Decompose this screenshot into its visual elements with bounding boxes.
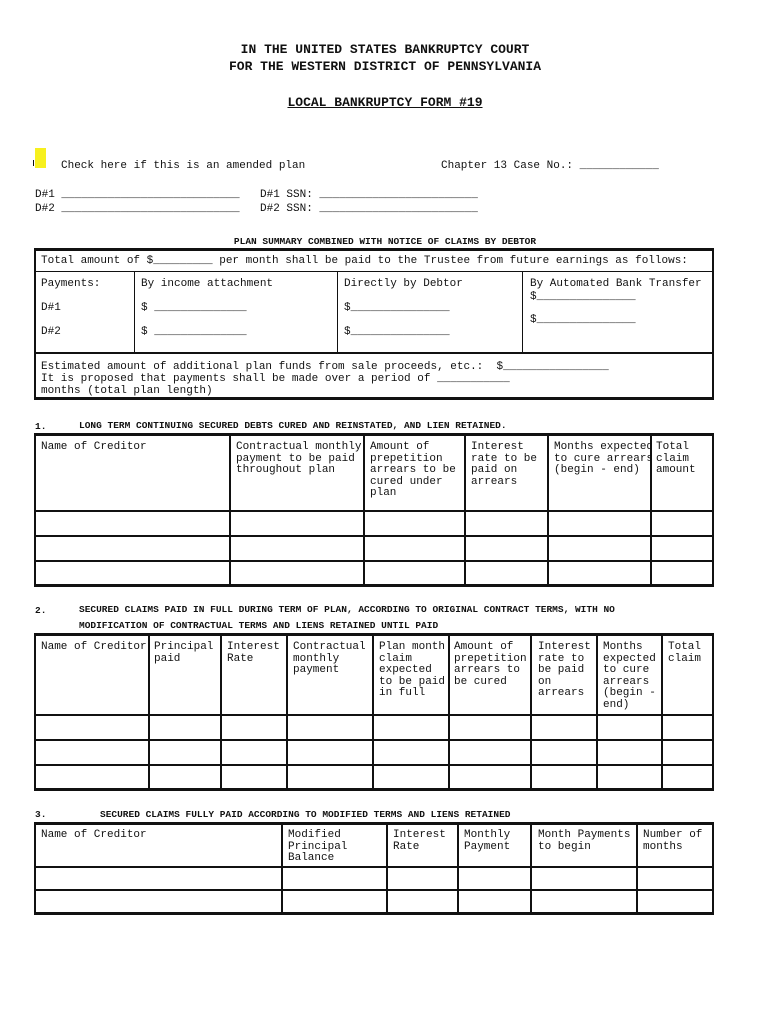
- s2-col-arrears: Amount of prepetition arrears to be cured: [454, 641, 527, 688]
- section2-heading-line1: SECURED CLAIMS PAID IN FULL DURING TERM OF PLAN, ACCORDING TO ORIGINAL CONTRACT TERMS, WITH NO: [79, 604, 615, 615]
- form-title: LOCAL BANKRUPTCY FORM #19: [287, 95, 483, 110]
- divider: [337, 272, 338, 352]
- divider: [522, 272, 523, 352]
- court-name-line1: IN THE UNITED STATES BANKRUPTCY COURT: [240, 42, 530, 57]
- plan-summary-heading: PLAN SUMMARY COMBINED WITH NOTICE OF CLAIMS BY DEBTOR: [233, 236, 537, 247]
- s2-col-contractual: Contractual monthly payment: [293, 641, 366, 677]
- divider: [36, 271, 712, 272]
- s1-col-creditor: Name of Creditor: [41, 441, 147, 453]
- section2-heading-line2: MODIFICATION OF CONTRACTUAL TERMS AND LIENS RETAINED UNTIL PAID: [79, 620, 439, 631]
- s2-col-total: Total claim: [668, 641, 702, 665]
- section1-number: 1.: [35, 421, 47, 432]
- row-divider: [36, 764, 712, 766]
- income-attachment-header: By income attachment: [141, 278, 274, 290]
- s1-col-interest: Interest rate to be paid on arrears: [471, 441, 538, 488]
- s3-col-creditor: Name of Creditor: [41, 829, 147, 841]
- divider: [134, 272, 135, 352]
- debtor1-name-field[interactable]: D#1 ___________________________: [35, 189, 240, 201]
- s2-col-plan-month: Plan month claim expected to be paid in full: [379, 641, 446, 700]
- row-divider: [36, 866, 712, 868]
- column-divider: [286, 636, 288, 788]
- section3-number: 3.: [35, 809, 47, 820]
- debtor1-ssn-field[interactable]: D#1 SSN: ________________________: [260, 189, 478, 201]
- column-divider: [661, 636, 663, 788]
- payments-label: Payments:: [41, 278, 101, 290]
- row-divider: [36, 714, 712, 716]
- column-divider: [281, 825, 283, 912]
- row-divider: [36, 889, 712, 891]
- column-divider: [636, 825, 638, 912]
- s3-col-principal-balance: Modified Principal Balance: [288, 829, 348, 865]
- estimated-funds-field[interactable]: Estimated amount of additional plan funds from sale proceeds, etc.: $________________: [41, 361, 609, 373]
- s1-col-monthly-payment: Contractual monthly payment to be paid throughout plan: [236, 441, 362, 477]
- row-divider: [36, 739, 712, 741]
- column-divider: [148, 636, 150, 788]
- debtor2-name-field[interactable]: D#2 ___________________________: [35, 203, 240, 215]
- s3-col-interest-rate: Interest Rate: [393, 829, 446, 853]
- column-divider: [448, 636, 450, 788]
- column-divider: [547, 436, 549, 584]
- column-divider: [596, 636, 598, 788]
- s2-col-creditor: Name of Creditor: [41, 641, 147, 653]
- bank-transfer-d1-field[interactable]: $_______________: [530, 291, 636, 303]
- s2-col-months: Months expected to cure arrears (begin - end): [603, 641, 656, 711]
- d2-label: D#2: [41, 326, 61, 338]
- s3-col-month-begin: Month Payments to begin: [538, 829, 631, 853]
- direct-debtor-header: Directly by Debtor: [344, 278, 463, 290]
- bank-transfer-d2-field[interactable]: $_______________: [530, 314, 636, 326]
- d1-label: D#1: [41, 302, 61, 314]
- column-divider: [464, 436, 466, 584]
- row-divider: [36, 535, 712, 537]
- amended-checkbox[interactable]: [33, 160, 38, 166]
- column-divider: [530, 636, 532, 788]
- income-d2-field[interactable]: $ ______________: [141, 326, 247, 338]
- column-divider: [530, 825, 532, 912]
- column-divider: [220, 636, 222, 788]
- bank-transfer-header: By Automated Bank Transfer: [530, 278, 702, 290]
- debtor2-ssn-field[interactable]: D#2 SSN: ________________________: [260, 203, 478, 215]
- section2-number: 2.: [35, 605, 47, 616]
- income-d1-field[interactable]: $ ______________: [141, 302, 247, 314]
- plan-length-label: months (total plan length): [41, 385, 213, 397]
- column-divider: [457, 825, 459, 912]
- section3-heading: SECURED CLAIMS FULLY PAID ACCORDING TO MODIFIED TERMS AND LIENS RETAINED: [100, 809, 511, 820]
- s1-col-months: Months expected to cure arrears (begin - end): [554, 441, 654, 477]
- column-divider: [229, 436, 231, 584]
- plan-period-field[interactable]: It is proposed that payments shall be made over a period of ___________: [41, 373, 510, 385]
- section1-heading: LONG TERM CONTINUING SECURED DEBTS CURED AND REINSTATED, AND LIEN RETAINED.: [79, 420, 507, 431]
- row-divider: [36, 560, 712, 562]
- direct-d1-field[interactable]: $_______________: [344, 302, 450, 314]
- s1-col-arrears: Amount of prepetition arrears to be cured under plan: [370, 441, 456, 500]
- s2-col-principal: Principal paid: [154, 641, 214, 665]
- s1-col-total: Total claim amount: [656, 441, 696, 477]
- s2-col-interest-rate: Interest Rate: [227, 641, 280, 665]
- row-divider: [36, 510, 712, 512]
- direct-d2-field[interactable]: $_______________: [344, 326, 450, 338]
- s3-col-monthly-payment: Monthly Payment: [464, 829, 511, 853]
- s2-col-arrears-interest: Interest rate to be paid on arrears: [538, 641, 591, 700]
- s3-col-number-months: Number of months: [643, 829, 703, 853]
- case-number-field[interactable]: Chapter 13 Case No.: ____________: [441, 160, 659, 172]
- column-divider: [386, 825, 388, 912]
- divider: [36, 352, 712, 354]
- column-divider: [363, 436, 365, 584]
- amended-plan-label: Check here if this is an amended plan: [61, 160, 306, 172]
- court-name-line2: FOR THE WESTERN DISTRICT OF PENNSYLVANIA: [228, 59, 542, 74]
- total-amount-field[interactable]: Total amount of $_________ per month shall be paid to the Trustee from future earnings as follows:: [41, 255, 688, 267]
- column-divider: [372, 636, 374, 788]
